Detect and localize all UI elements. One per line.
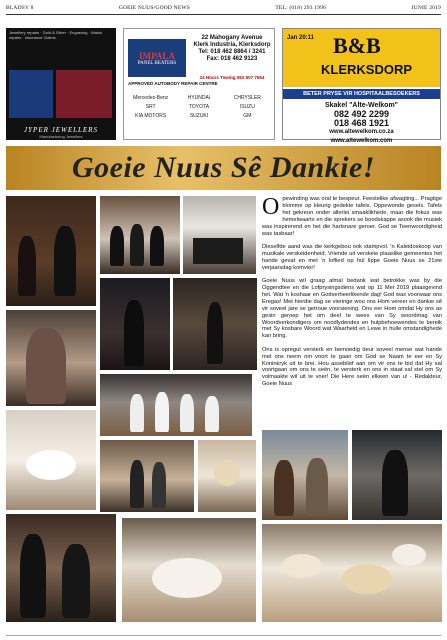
brand-logo: GM [243,113,252,119]
article-paragraph: Dieselfde aand was die kerkgebou ook stampvol. 'n Kaleidoskoop van musikale verskeidenheid. Vriende uit verskeie plaaslike gemeentes het hande gevat en met 'n loflied op hul lippe Goeie Nuus se 21ste verjaarsdag komvier! [262,243,442,271]
brand-logo: SRT [145,104,156,110]
photo-singer [100,278,170,370]
photo-guitarist [352,430,442,520]
jewellers-ad-panel-left [9,70,53,118]
article-paragraph: Ons is opregut versterk en bemoedig deur soveel mense wat hande met ons neem om voort te gaan om God se Naam te eer en Sy Koninkryk uit te brei. Hou asseblief aan om vir ons te bid dat Hy sal voortgaan om ons te seën, te versterk en ons in staat sal stel om Sy volmaakte wil uit te voer! Die Here seën elkeen van u! - Redakteur, Goeie Nuus [262,346,442,388]
header-rule [6,14,441,15]
article-title-banner [6,146,441,190]
photo-musicians [6,514,116,622]
article-paragraph [262,196,442,237]
towing-text: 24 Hours Towing 082 507 7564 [199,75,265,80]
photo-flowers [198,440,256,512]
address-line: Tel: 018 462 8864 / 3241 [198,49,266,55]
brand-logo: SUZUKI [189,113,209,119]
address-line: 22 Mahogany Avenue [201,35,263,41]
bnb-ad[interactable] [282,28,441,144]
paragraph-text: pewinding was oral te bespeur. Feestelike afwagting... Pragtige blomme op kleurig gedekte tafels. Oppewonde gesels. Tafels het gekreun onder allerlei smaaklikhede, maar die fokus was hemelwaarts en die sprekers se boodskappe asook die musiek was inspirerend en het die hartsnare geroer. God se Teenwoordigheid was tasbaar! [262,196,442,237]
bnb-line: Skakel "Alte-Welkom" [324,102,399,109]
bnb-line: 018 468 1921 [333,118,390,128]
page-number: BLADSY 8 [6,5,34,11]
bnb-name: B&B [333,33,381,58]
page-header [6,3,441,13]
jewellers-logo: JYPER JEWELLERS [24,126,98,134]
bnb-line: www.altewelkom.co.za [329,129,394,135]
footer-rule [6,635,441,636]
brand-logo: HYUNDAI [187,95,211,101]
paper-phone: TEL: (018) 293 1996 [275,5,327,11]
bnb-town: KLERKSDORP [321,62,413,77]
issue-date: JUNIE 2019 [411,5,441,11]
photo-dinner-table [122,518,256,622]
jewellers-ad-panel-right [56,70,112,118]
brand-logo: TOYOTA [188,104,210,110]
brand-logo: CHRYSLER [233,95,261,101]
photo-congregation [100,440,194,512]
photo-dancers [100,374,252,436]
brand-logo: ISUZU [239,104,255,110]
address-line: Klerk Industria, Klerksdorp [193,42,271,48]
car-brand-logos [128,95,270,119]
paper-name: GOEIE NUUS/GOOD NEWS [118,5,191,11]
article-paragraph: Goeie Nuus wil graag almal bedank wat betrokke was by die Oggendtee en die Lofprysingsdiens wat op 11 Mei 2019 plaasgevind het. Wat 'n koshaar en Godverheerlikende dag! God was voorwaar ons Eregas! Met hierdie dag se vieringe wou ons Hom vereer en dankie sê vir soveel jare se getroue voorsiening. Ons eer Hom omdat Hy ons as gesin geroep het om deel te wees van Sy woordmag van Woordverkondigers om noodlydendes en hulpbehoewendes te bereik met Sy kosbare Woord wat Waarheid en Lewe in hulle omstandighede kan bring. [262,278,442,340]
address-line: Fax: 018 462 9123 [206,56,258,62]
photo-stage [173,278,257,370]
bnb-contact [283,101,440,146]
bnb-banner: BETER PRYSE VIR HOSPITAALBESOEKERS [283,89,440,99]
bnb-line: www.altewelkom.com [330,138,393,144]
photo-pianist [183,196,256,274]
bnb-dates: Jan 20:11 [287,35,315,41]
impala-logo [128,39,186,77]
photo-guests [262,430,348,520]
jewellers-ad-text: Jewellery repairs · Gold & Silver · Engraving · Watch repairs · Insurance Claims [9,30,103,40]
jewellers-ad[interactable] [6,28,116,140]
photo-food-platters [262,524,442,622]
impala-brand-sub: PANEL BEATERS [137,61,177,66]
article-title: Goeie Nuus Sê Dankie! [71,151,375,184]
bnb-line: 082 492 2299 [333,109,390,119]
photo-choir [100,196,180,274]
photo-speaker [6,310,96,406]
brand-logo: KIA MOTORS [135,113,167,119]
article-body [262,196,442,428]
jewellers-tagline: Manufacturing Jewellers [39,134,83,139]
impala-brand: IMPALA [139,51,175,61]
photo-violinists [6,196,96,306]
approved-text: APPROVED AUTOBODY REPAIR CENTRE [128,81,218,86]
brand-logo: Mercedes-Benz [133,95,169,101]
photo-table-setting [6,410,96,510]
panelbeaters-address [190,35,274,63]
panelbeaters-ad[interactable] [123,28,275,140]
drop-cap: O [262,194,280,220]
